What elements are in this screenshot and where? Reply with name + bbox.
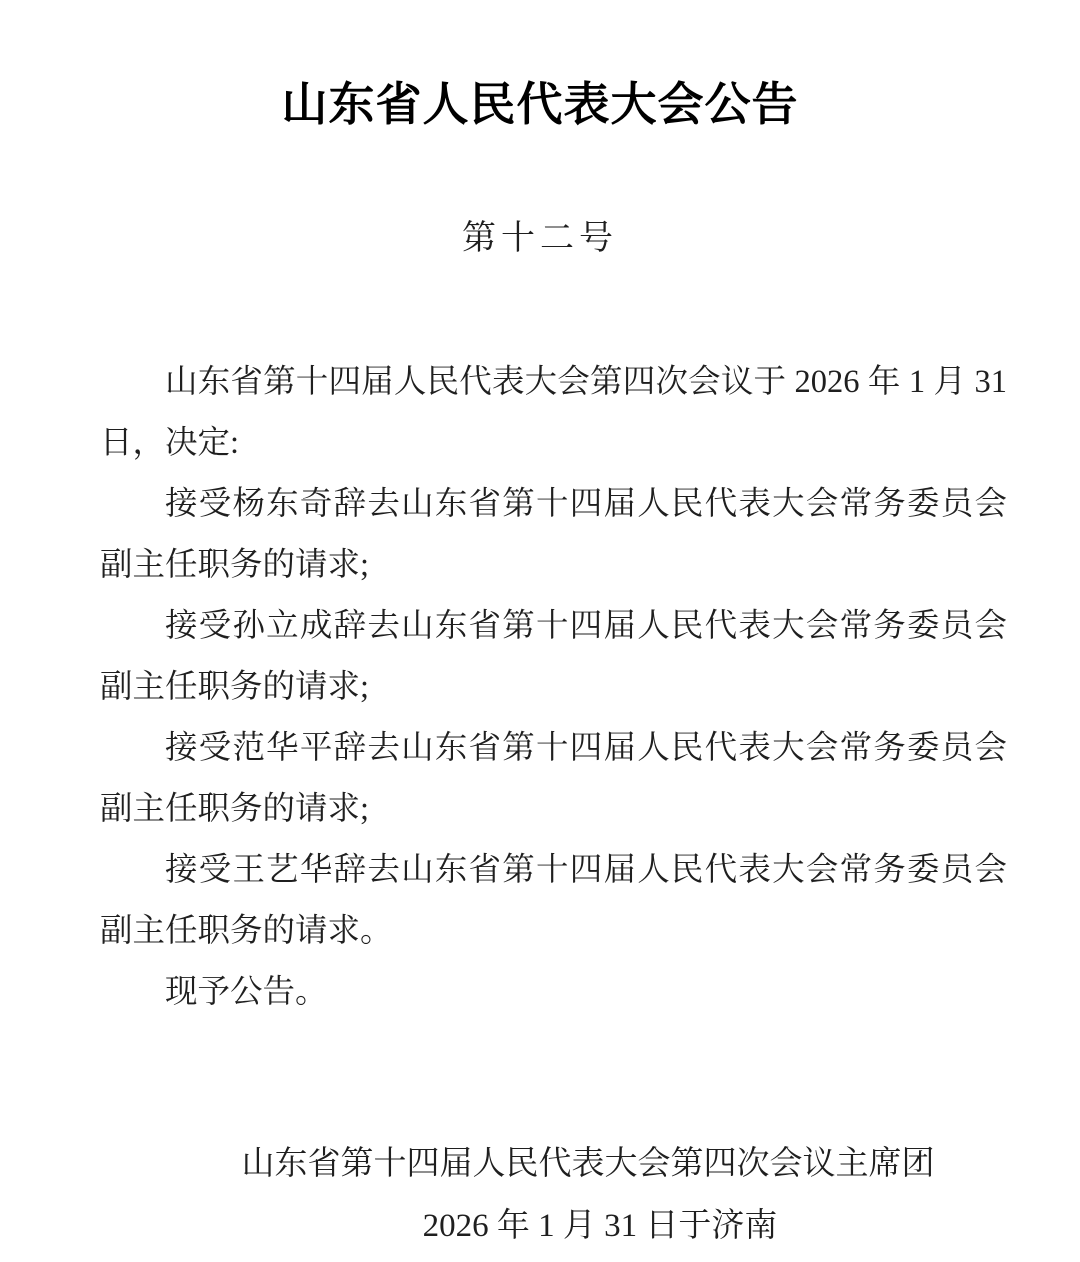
body-paragraph: 接受孙立成辞去山东省第十四届人民代表大会常务委员会副主任职务的请求; — [100, 608, 1007, 705]
body-paragraph: 接受范华平辞去山东省第十四届人民代表大会常务委员会副主任职务的请求; — [100, 730, 1007, 827]
body-paragraph: 山东省第十四届人民代表大会第四次会议于 2026 年 1 月 31 日，决定: — [100, 364, 1007, 461]
signature-block — [0, 1143, 1080, 1247]
date-place-line: 2026 年 1 月 31 日于济南 — [422, 1208, 778, 1244]
body-paragraph: 现予公告。 — [165, 974, 328, 1010]
body-paragraph: 接受王艺华辞去山东省第十四届人民代表大会常务委员会副主任职务的请求。 — [100, 852, 1007, 949]
document-body — [100, 352, 1007, 1023]
issue-number: 第十二号 — [462, 220, 618, 257]
document-title: 山东省人民代表大会公告 — [281, 78, 799, 130]
body-paragraph: 接受杨东奇辞去山东省第十四届人民代表大会常务委员会副主任职务的请求; — [100, 486, 1007, 583]
signature-line: 山东省第十四届人民代表大会第四次会议主席团 — [241, 1146, 935, 1182]
